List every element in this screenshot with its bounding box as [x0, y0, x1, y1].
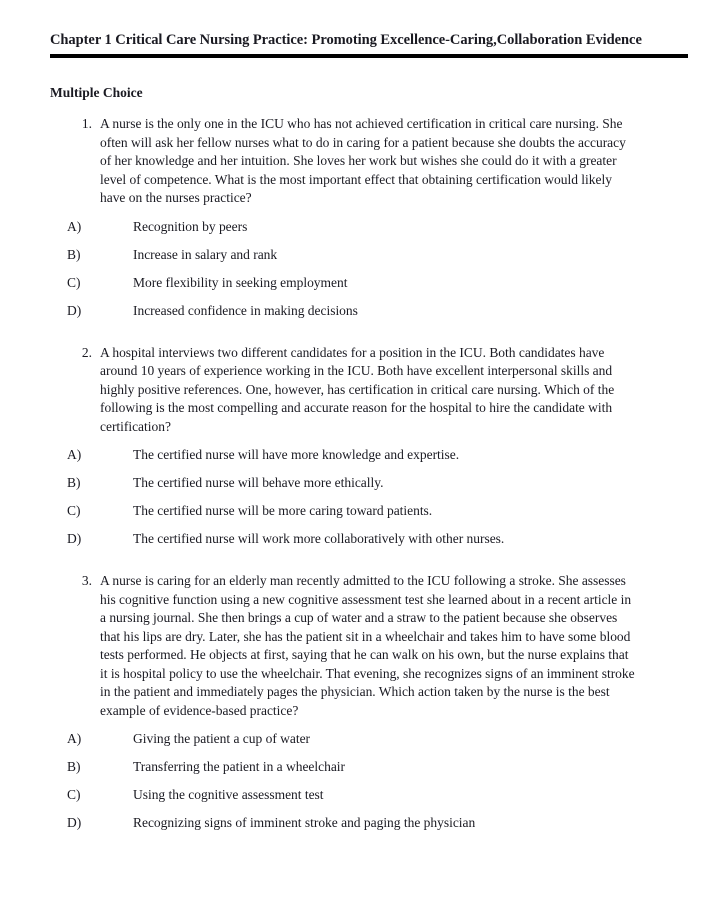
option-1-b[interactable]	[50, 246, 688, 274]
option-2-d-letter: D)	[67, 531, 82, 546]
option-2-d[interactable]	[50, 530, 688, 558]
option-1-d-text: Increased confidence in making decisions	[133, 302, 358, 318]
option-2-c-letter: C)	[67, 503, 81, 518]
document-title-line-1: Chapter 1 Critical Care Nursing Practice: Promoting Excellence-Caring,Collaboration	[50, 32, 583, 48]
option-1-a-text: Recognition by peers	[133, 218, 248, 234]
question-3-options	[50, 730, 688, 842]
question-block	[50, 115, 688, 330]
option-1-c-text: More flexibility in seeking employment	[133, 274, 348, 290]
option-2-b-letter: B)	[67, 475, 81, 490]
option-3-d-letter: D)	[67, 815, 82, 830]
option-3-b[interactable]	[50, 758, 688, 786]
option-1-b-text: Increase in salary and rank	[133, 246, 278, 262]
option-2-d-text: The certified nurse will work more collaboratively with other nurses.	[133, 531, 505, 546]
option-2-c[interactable]	[50, 502, 688, 530]
option-3-a-letter: A)	[67, 731, 82, 746]
question-1-options	[50, 218, 688, 330]
question-2-text: A hospital interviews two different candidates for a position in the ICU. Both candidates have around 10 years of experience working in the ICU. Both have excellent interpersonal skills and highly positive references. One, however, has certification in critical care nursing. Which of the following is the most compelling and accurate reason for the hospital to hire the candidate with certification?	[100, 344, 615, 434]
option-2-b[interactable]	[50, 474, 688, 502]
option-3-d[interactable]	[50, 814, 688, 842]
option-1-a-letter: A)	[67, 218, 82, 234]
document-content	[50, 30, 688, 842]
option-2-a-text: The certified nurse will have more knowledge and expertise.	[133, 447, 460, 462]
option-1-b-letter: B)	[67, 246, 81, 262]
option-3-b-letter: B)	[67, 759, 81, 774]
option-1-d[interactable]	[50, 302, 688, 330]
option-3-c[interactable]	[50, 786, 688, 814]
question-block	[50, 344, 688, 559]
option-3-c-text: Using the cognitive assessment test	[133, 787, 324, 802]
question-1-number: 1.	[81, 116, 92, 131]
question-2	[50, 344, 635, 437]
section-heading-multiple-choice: Multiple Choice	[50, 85, 143, 100]
question-2-options	[50, 446, 688, 558]
question-3-text: A nurse is caring for an elderly man recently admitted to the ICU following a stroke. She assesses his cognitive function using a new cognitive assessment test she learned about in a recent article in a nursing journal. She then brings a cup of water and a straw to the patient because she observes that his lips are dry. Later, she has the patient sit in a wheelchair and takes him to have some blood tests performed. He objects at first, saying that he can walk on his own, but the nurse explains that it is hospital policy to use the wheelchair. That evening, she recognizes signs of an imminent stroke in the patient and immediately pages the physician. Which action taken by the nurse is the best example of evidence-based practice?	[100, 573, 635, 718]
document-title-line-2: Evidence	[585, 32, 642, 48]
option-1-c[interactable]	[50, 274, 688, 302]
option-3-b-text: Transferring the patient in a wheelchair	[133, 759, 346, 774]
question-block	[50, 572, 688, 842]
option-3-a-text: Giving the patient a cup of water	[133, 731, 311, 746]
option-3-d-text: Recognizing signs of imminent stroke and paging the physician	[133, 815, 476, 830]
option-2-a-letter: A)	[67, 447, 82, 462]
option-1-a[interactable]	[50, 218, 688, 246]
question-3	[50, 572, 635, 720]
option-2-a[interactable]	[50, 446, 688, 474]
question-2-number: 2.	[81, 344, 92, 360]
question-1-text: A nurse is the only one in the ICU who has not achieved certification in critical care nursing. She often will ask her fellow nurses what to do in caring for a patient because she doubts the accuracy of her knowledge and her intuition. She loves her work but wishes she could do it with a greater level of competence. What is the most important effect that obtaining certification would likely have on the nurses practice?	[100, 116, 626, 205]
option-2-b-text: The certified nurse will behave more ethically.	[133, 475, 384, 490]
title-horizontal-rule	[50, 54, 688, 58]
option-1-c-letter: C)	[67, 274, 81, 290]
question-3-number: 3.	[81, 573, 92, 588]
question-1	[50, 115, 635, 208]
option-3-c-letter: C)	[67, 787, 81, 802]
option-3-a[interactable]	[50, 730, 688, 758]
option-2-c-text: The certified nurse will be more caring toward patients.	[133, 503, 433, 518]
document-title	[50, 30, 662, 50]
option-1-d-letter: D)	[67, 302, 82, 318]
